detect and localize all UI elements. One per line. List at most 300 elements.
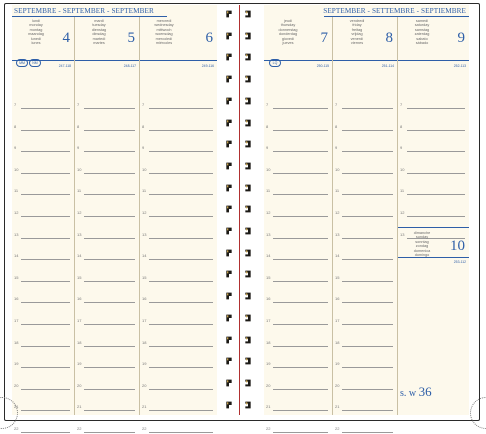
spiral-ring xyxy=(244,379,252,387)
spiral-binding xyxy=(217,0,264,426)
hour-slot[interactable] xyxy=(264,167,332,175)
writing-line xyxy=(84,216,135,217)
sunday-box xyxy=(398,227,469,269)
hour-slot[interactable] xyxy=(75,404,139,412)
weekday-name: domenica xyxy=(413,248,431,253)
hour-slot[interactable] xyxy=(333,426,397,434)
hour-slot[interactable] xyxy=(140,124,217,132)
hour-slot[interactable] xyxy=(333,232,397,240)
hour-label: 9 xyxy=(266,145,269,151)
hour-slot[interactable] xyxy=(140,318,217,326)
hour-slot[interactable] xyxy=(140,210,217,218)
hour-label: 7 xyxy=(400,102,403,107)
writing-line xyxy=(84,151,135,152)
hour-slot[interactable] xyxy=(140,340,217,348)
hour-slot[interactable] xyxy=(12,102,74,110)
hour-label: 20 xyxy=(14,382,19,388)
writing-line xyxy=(273,194,328,195)
hour-slot[interactable] xyxy=(12,232,74,240)
hour-slot[interactable] xyxy=(333,296,397,304)
writing-line xyxy=(84,194,135,195)
writing-line xyxy=(149,173,213,174)
writing-line xyxy=(273,216,328,217)
spiral-ring xyxy=(244,140,252,148)
spiral-ring xyxy=(225,379,233,387)
day-header-rule xyxy=(75,60,139,61)
writing-line xyxy=(84,281,135,282)
year-day-count: 253-112 xyxy=(453,260,466,264)
writing-line xyxy=(407,108,465,109)
hour-slot[interactable] xyxy=(264,318,332,326)
weekday-name: mercoledì xyxy=(155,36,173,41)
hour-label: 13 xyxy=(14,231,19,237)
hour-slot[interactable] xyxy=(75,145,139,153)
writing-line xyxy=(273,324,328,325)
day-header xyxy=(12,17,74,68)
writing-line xyxy=(149,151,213,152)
writing-line xyxy=(21,259,70,260)
weekday-name: vrijdag xyxy=(351,32,363,37)
writing-line xyxy=(21,389,70,390)
writing-line xyxy=(84,302,135,303)
hour-label: 21 xyxy=(77,404,82,410)
hour-label: 16 xyxy=(14,296,19,302)
hour-label: 20 xyxy=(142,382,147,388)
hour-slot[interactable] xyxy=(12,210,74,218)
hour-label: 14 xyxy=(335,253,340,259)
weekday-name: sunday xyxy=(415,235,429,240)
weekday-name: jueves xyxy=(282,41,294,46)
hour-slot[interactable] xyxy=(75,188,139,196)
spiral-ring xyxy=(225,227,233,235)
hour-label: 22 xyxy=(77,426,82,431)
writing-line xyxy=(149,324,213,325)
day-column xyxy=(398,17,469,417)
weekday-name: sonntag xyxy=(415,239,429,244)
writing-line xyxy=(149,216,213,217)
hour-slot[interactable] xyxy=(264,145,332,153)
weekday-name: mittwoch xyxy=(156,27,172,32)
spiral-ring xyxy=(244,292,252,300)
hour-slot[interactable] xyxy=(264,383,332,391)
weekday-name: zaterdag xyxy=(414,32,430,37)
weekday-name: mardi xyxy=(94,19,104,23)
writing-line xyxy=(149,410,213,411)
day-column xyxy=(333,17,397,431)
hour-slot[interactable] xyxy=(75,124,139,132)
writing-line xyxy=(84,108,135,109)
spiral-ring xyxy=(225,401,233,409)
hour-slot[interactable] xyxy=(264,232,332,240)
spiral-ring xyxy=(225,270,233,278)
hour-slot[interactable] xyxy=(75,361,139,369)
moon-phase-icons xyxy=(16,59,41,67)
writing-line xyxy=(273,173,328,174)
spiral-ring xyxy=(225,53,233,61)
hour-slot[interactable] xyxy=(264,188,332,196)
hour-slot[interactable] xyxy=(140,188,217,196)
writing-line xyxy=(342,302,393,303)
writing-line xyxy=(84,432,135,433)
writing-line xyxy=(21,367,70,368)
spiral-ring xyxy=(225,140,233,148)
hour-slot[interactable] xyxy=(75,275,139,283)
hour-slot[interactable] xyxy=(264,253,332,261)
hour-label: 12 xyxy=(77,210,82,215)
hour-slot[interactable] xyxy=(12,383,74,391)
hour-slot[interactable] xyxy=(264,124,332,132)
hour-slot[interactable] xyxy=(12,275,74,283)
hour-label: 10 xyxy=(266,166,271,172)
spiral-ring xyxy=(244,184,252,192)
hour-label: 10 xyxy=(400,166,405,172)
writing-line xyxy=(273,389,328,390)
moon-phase-icons xyxy=(269,59,281,67)
hour-label: 14 xyxy=(142,253,147,259)
hour-slot[interactable] xyxy=(140,253,217,261)
hour-label: 22 xyxy=(266,426,271,431)
writing-line xyxy=(84,130,135,131)
weekday-name: friday xyxy=(352,23,362,28)
writing-line xyxy=(273,302,328,303)
weekday-names xyxy=(402,231,442,257)
hour-slot[interactable] xyxy=(333,102,397,110)
hour-label: 16 xyxy=(335,296,340,302)
hour-slot[interactable] xyxy=(140,361,217,369)
hour-slot[interactable] xyxy=(12,426,74,434)
hour-slot[interactable] xyxy=(333,188,397,196)
writing-line xyxy=(407,130,465,131)
spiral-ring xyxy=(225,314,233,322)
writing-line xyxy=(84,367,135,368)
weekday-names xyxy=(402,19,442,45)
weekday-name: lunedì xyxy=(30,36,42,41)
hour-label: 15 xyxy=(335,274,340,280)
hour-label: 17 xyxy=(266,318,271,323)
weekday-name: viernes xyxy=(350,41,364,46)
hour-slot[interactable] xyxy=(333,124,397,132)
hour-label: 14 xyxy=(77,253,82,259)
hour-slot[interactable] xyxy=(264,275,332,283)
hour-label: 18 xyxy=(335,339,340,345)
weekday-name: maandag xyxy=(28,32,44,37)
day-header xyxy=(140,17,217,68)
weekday-name: freitag xyxy=(351,27,363,32)
weekday-name: venerdì xyxy=(350,36,364,41)
writing-line xyxy=(84,410,135,411)
weekday-name: domingo xyxy=(414,253,430,258)
hour-slot[interactable] xyxy=(264,102,332,110)
day-number: 6 xyxy=(205,30,213,46)
hour-label: 11 xyxy=(77,188,82,194)
hour-slot[interactable] xyxy=(333,275,397,283)
hour-slot[interactable] xyxy=(398,102,469,110)
hour-slot[interactable] xyxy=(264,426,332,434)
writing-line xyxy=(273,367,328,368)
spiral-ring xyxy=(244,10,252,18)
hour-slot[interactable] xyxy=(75,102,139,110)
hour-label: 10 xyxy=(142,166,147,172)
year-day-count: 250-115 xyxy=(316,64,329,68)
spiral-ring xyxy=(225,184,233,192)
hour-label: 18 xyxy=(142,339,147,345)
hour-label: 7 xyxy=(77,102,80,107)
writing-line xyxy=(21,302,70,303)
hour-slot[interactable] xyxy=(140,275,217,283)
spiral-ring xyxy=(244,205,252,213)
day-column xyxy=(12,17,74,431)
writing-line xyxy=(342,216,393,217)
weekday-name: woensdag xyxy=(155,32,173,37)
writing-line xyxy=(342,324,393,325)
writing-line xyxy=(273,432,328,433)
writing-line xyxy=(149,130,213,131)
hour-slot[interactable] xyxy=(12,188,74,196)
right-page xyxy=(264,5,469,431)
writing-line xyxy=(407,151,465,152)
hour-slot[interactable] xyxy=(140,167,217,175)
hour-label: 17 xyxy=(142,318,147,323)
spiral-ring xyxy=(244,97,252,105)
writing-line xyxy=(149,432,213,433)
writing-line xyxy=(21,324,70,325)
writing-line xyxy=(407,194,465,195)
hour-label: 17 xyxy=(14,318,19,323)
hour-label: 15 xyxy=(14,274,19,280)
hour-label: 14 xyxy=(266,253,271,259)
year-day-count: 248-117 xyxy=(123,64,136,68)
day-number: 8 xyxy=(385,30,393,46)
writing-line xyxy=(342,173,393,174)
writing-line xyxy=(149,389,213,390)
hour-label: 15 xyxy=(266,274,271,280)
writing-line xyxy=(342,432,393,433)
writing-line xyxy=(149,238,213,239)
hour-label: 19 xyxy=(335,361,340,367)
year-day-count: 252-113 xyxy=(453,64,466,68)
moon-phase-icon: LQ xyxy=(269,59,281,67)
hour-label: 16 xyxy=(77,296,82,302)
hour-label: 8 xyxy=(14,123,17,129)
hour-label: 22 xyxy=(14,426,19,431)
hour-slot[interactable] xyxy=(75,340,139,348)
hour-slot[interactable] xyxy=(140,145,217,153)
hour-slot[interactable] xyxy=(12,340,74,348)
weekday-name: sábado xyxy=(415,41,429,46)
hour-label: 21 xyxy=(142,404,147,410)
spiral-ring xyxy=(244,401,252,409)
weekday-names xyxy=(16,19,56,45)
hour-label: 16 xyxy=(266,296,271,302)
spiral-ring xyxy=(244,270,252,278)
hour-slot[interactable] xyxy=(264,361,332,369)
weekday-name: samstag xyxy=(414,27,430,32)
weekday-names xyxy=(337,19,377,45)
spiral-ring xyxy=(225,97,233,105)
spiral-ring xyxy=(225,292,233,300)
hour-slot[interactable] xyxy=(12,404,74,412)
hour-label: 8 xyxy=(335,123,338,129)
writing-line xyxy=(407,216,465,217)
weekday-name: dimanche xyxy=(413,231,431,235)
hour-label: 17 xyxy=(335,318,340,323)
hour-slot[interactable] xyxy=(398,188,469,196)
day-number: 7 xyxy=(320,30,328,46)
weekday-name: monday xyxy=(29,23,43,28)
writing-line xyxy=(149,302,213,303)
weekday-name: dinsdag xyxy=(92,32,106,37)
hour-slot[interactable] xyxy=(12,361,74,369)
spiral-ring xyxy=(225,205,233,213)
hour-label: 12 xyxy=(335,210,340,215)
spiral-ring xyxy=(244,75,252,83)
writing-line xyxy=(84,346,135,347)
hour-slot[interactable] xyxy=(333,253,397,261)
hour-slot[interactable] xyxy=(264,404,332,412)
writing-line xyxy=(342,389,393,390)
weekday-name: jeudi xyxy=(283,19,293,23)
hour-slot[interactable] xyxy=(12,167,74,175)
hour-slot[interactable] xyxy=(75,210,139,218)
sunday-rule xyxy=(398,227,469,228)
hour-slot[interactable] xyxy=(12,253,74,261)
sunday-rule xyxy=(398,257,469,258)
hour-slot[interactable] xyxy=(264,340,332,348)
hour-label: 8 xyxy=(266,123,269,129)
writing-line xyxy=(149,194,213,195)
spiral-ring xyxy=(225,357,233,365)
writing-line xyxy=(342,281,393,282)
hour-slot[interactable] xyxy=(140,383,217,391)
writing-line xyxy=(21,130,70,131)
hour-label: 9 xyxy=(77,145,80,151)
hour-label: 14 xyxy=(14,253,19,259)
weekday-name: martedì xyxy=(92,36,106,41)
hour-slot[interactable] xyxy=(333,318,397,326)
hour-label: 22 xyxy=(335,426,340,431)
page-edge-line xyxy=(239,5,240,415)
writing-line xyxy=(21,432,70,433)
hour-slot[interactable] xyxy=(398,167,469,175)
spiral-ring xyxy=(244,162,252,170)
hour-slot[interactable] xyxy=(398,210,469,218)
writing-line xyxy=(273,410,328,411)
hour-slot[interactable] xyxy=(398,145,469,153)
hour-slot[interactable] xyxy=(75,232,139,240)
moon-phase-icon: NM xyxy=(29,59,41,67)
hour-slot[interactable] xyxy=(140,404,217,412)
weekday-name: mercredi xyxy=(156,19,172,23)
hour-slot[interactable] xyxy=(398,124,469,132)
writing-line xyxy=(342,194,393,195)
hour-label: 9 xyxy=(14,145,17,151)
hour-slot[interactable] xyxy=(140,232,217,240)
hour-label: 11 xyxy=(266,188,271,194)
hour-label: 7 xyxy=(335,102,338,107)
writing-line xyxy=(21,346,70,347)
day-header-rule xyxy=(333,60,397,61)
hour-label: 7 xyxy=(142,102,145,107)
hour-slot[interactable] xyxy=(75,253,139,261)
hour-slot[interactable] xyxy=(75,426,139,434)
writing-line xyxy=(273,151,328,152)
writing-line xyxy=(84,173,135,174)
writing-line xyxy=(342,410,393,411)
day-column xyxy=(264,17,332,431)
hour-slot[interactable] xyxy=(12,145,74,153)
weekday-name: donnerstag xyxy=(278,27,298,32)
hour-slot[interactable] xyxy=(75,296,139,304)
hour-slot[interactable] xyxy=(264,210,332,218)
writing-line xyxy=(84,238,135,239)
writing-line xyxy=(84,259,135,260)
hour-label: 13 xyxy=(400,231,405,237)
weekday-name: giovedì xyxy=(281,36,295,41)
hour-slot[interactable] xyxy=(333,361,397,369)
hour-slot[interactable] xyxy=(333,383,397,391)
hour-label: 19 xyxy=(266,361,271,367)
spiral-ring xyxy=(225,32,233,40)
hour-slot[interactable] xyxy=(333,145,397,153)
hour-slot[interactable] xyxy=(75,318,139,326)
day-column xyxy=(75,17,139,431)
hour-slot[interactable] xyxy=(140,296,217,304)
writing-line xyxy=(21,194,70,195)
left-page xyxy=(12,5,217,431)
hour-slot[interactable] xyxy=(333,210,397,218)
hour-label: 11 xyxy=(400,188,405,194)
hour-slot[interactable] xyxy=(333,340,397,348)
hour-label: 13 xyxy=(266,231,271,237)
hour-slot[interactable] xyxy=(333,167,397,175)
hour-slot[interactable] xyxy=(12,124,74,132)
weekday-name: tuesday xyxy=(92,23,106,28)
week-prefix: s. w xyxy=(400,388,417,399)
writing-line xyxy=(342,238,393,239)
weekday-name: dienstag xyxy=(91,27,107,32)
hour-label: 11 xyxy=(14,188,19,194)
writing-line xyxy=(342,259,393,260)
writing-line xyxy=(273,281,328,282)
day-header xyxy=(264,17,332,68)
hour-label: 13 xyxy=(77,231,82,237)
writing-line xyxy=(342,130,393,131)
spiral-ring xyxy=(244,357,252,365)
writing-line xyxy=(21,281,70,282)
day-number: 4 xyxy=(62,30,70,46)
day-header-rule xyxy=(140,60,217,61)
hour-label: 13 xyxy=(335,231,340,237)
spiral-ring xyxy=(244,249,252,257)
hour-slot[interactable] xyxy=(12,318,74,326)
hour-slot[interactable] xyxy=(75,167,139,175)
hour-slot[interactable] xyxy=(12,296,74,304)
hour-label: 11 xyxy=(142,188,147,194)
weekday-name: vendredi xyxy=(349,19,365,23)
hour-slot[interactable] xyxy=(140,426,217,434)
day-header xyxy=(398,17,469,68)
hour-slot[interactable] xyxy=(264,296,332,304)
writing-line xyxy=(21,108,70,109)
hour-slot[interactable] xyxy=(333,404,397,412)
hour-label: 18 xyxy=(14,339,19,345)
weekday-name: martes xyxy=(93,41,105,46)
hour-slot[interactable] xyxy=(75,383,139,391)
day-header xyxy=(333,17,397,68)
year-day-count: 247-118 xyxy=(58,64,71,68)
hour-slot[interactable] xyxy=(140,102,217,110)
writing-line xyxy=(342,151,393,152)
